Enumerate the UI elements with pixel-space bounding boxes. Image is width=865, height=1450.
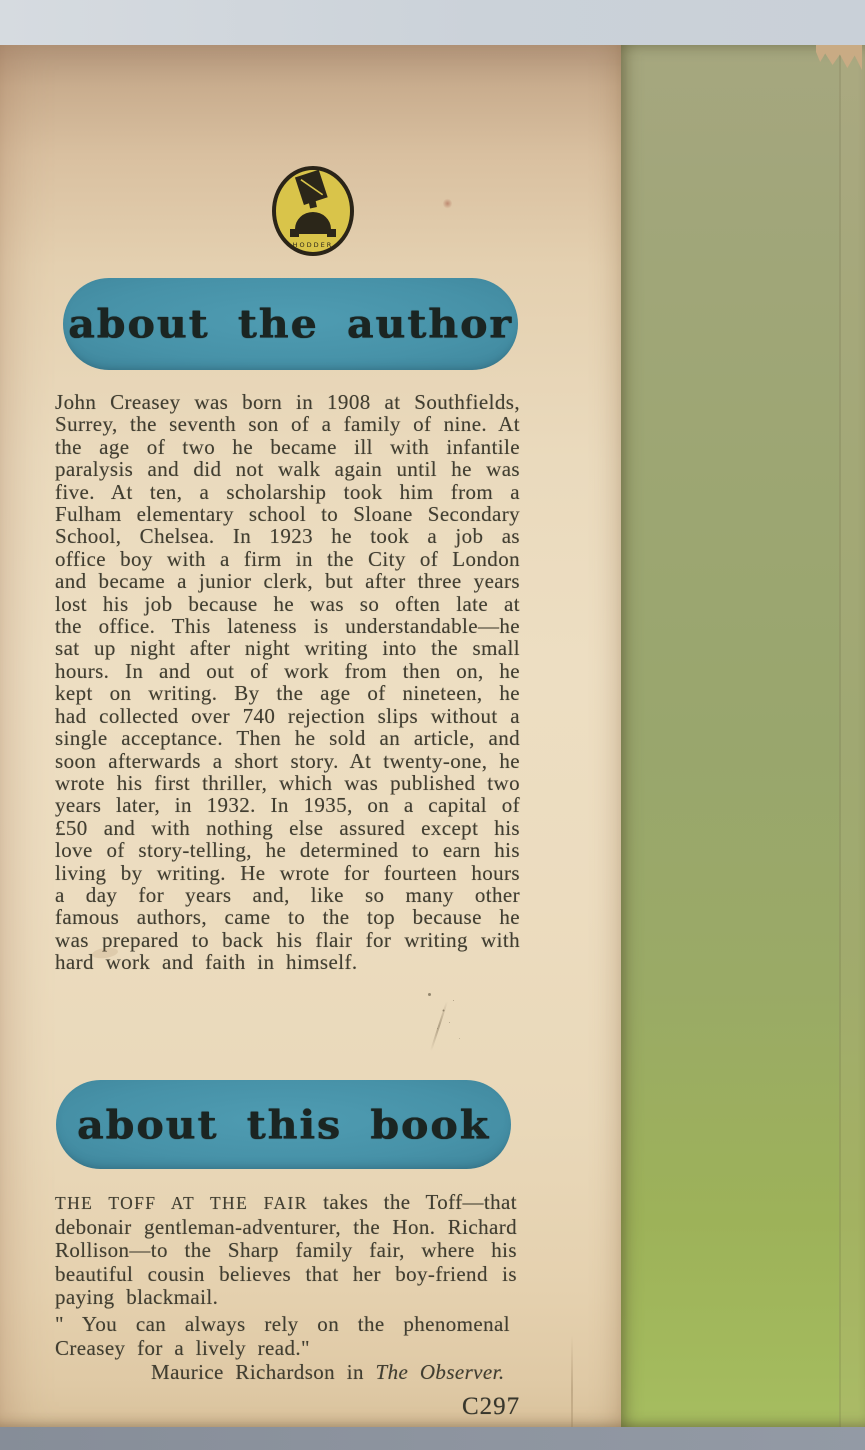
back-cover-paper xyxy=(0,45,621,1427)
banner-about-the-author xyxy=(63,278,518,370)
review-attribution-prefix: Maurice Richardson in xyxy=(151,1360,376,1384)
review-attribution xyxy=(55,1361,517,1385)
book-blurb-paragraph xyxy=(55,1191,517,1310)
hodder-logo-icon xyxy=(271,165,355,257)
paper-stain xyxy=(443,198,452,209)
author-bio-paragraph: John Creasey was born in 1908 at Southfields, Surrey, the seventh son of a family of nine. At the age of two he became ill with infantile paralysis and did not walk again until he was five. At ten, a scholarship took him from a Fulham elementary school to Sloane Secondary School, Chelsea. In 1923 he took a job as office boy with a firm in the City of London and became a junior clerk, but after three years lost his job because he was so often late at the office. This lateness is understandable—he sat up night after night writing into the small hours. In and out of work from then on, he kept on writing. By the age of nineteen, he had collected over 740 rejection slips without a single acceptance. Then he sold an article, and soon afterwards a short story. At twenty-one, he wrote his first thriller, which was published two years later, in 1932. In 1935, on a capital of £50 and with nothing else assured except his love of story-telling, he determined to earn his living by writing. He wrote for fourteen hours a day for years and, like so many other famous authors, came to the top because he was prepared to back his flair for writing with hard work and faith in himself. xyxy=(55,390,520,975)
book-blurb-rest: takes the Toff—that debonair gentleman-adventurer, the Hon. Richard Rollison—to the Sharp family fair, where his beautiful cousin believes that her boy-friend is paying blackmail. xyxy=(55,1190,518,1309)
catalog-number: C297 xyxy=(462,1393,521,1420)
banner-about-this-book-label: about this book xyxy=(76,1101,491,1148)
banner-about-this-book xyxy=(56,1080,511,1169)
review-quote: " You can always rely on the phenomenal Creasey for a lively read." xyxy=(55,1312,510,1360)
logo-wordmark: HODDER xyxy=(292,241,334,249)
scanner-background-bottom xyxy=(0,1427,865,1450)
board-fore-edge xyxy=(839,45,865,1427)
book-title-smallcaps: THE TOFF AT THE FAIR xyxy=(55,1193,308,1213)
ink-speckles xyxy=(428,993,431,996)
paper-scratch xyxy=(430,1001,448,1051)
banner-about-the-author-label: about the author xyxy=(68,300,513,348)
adjacent-green-board xyxy=(621,45,865,1427)
review-source-italic: The Observer. xyxy=(375,1360,505,1384)
scanner-background-top xyxy=(0,0,865,45)
